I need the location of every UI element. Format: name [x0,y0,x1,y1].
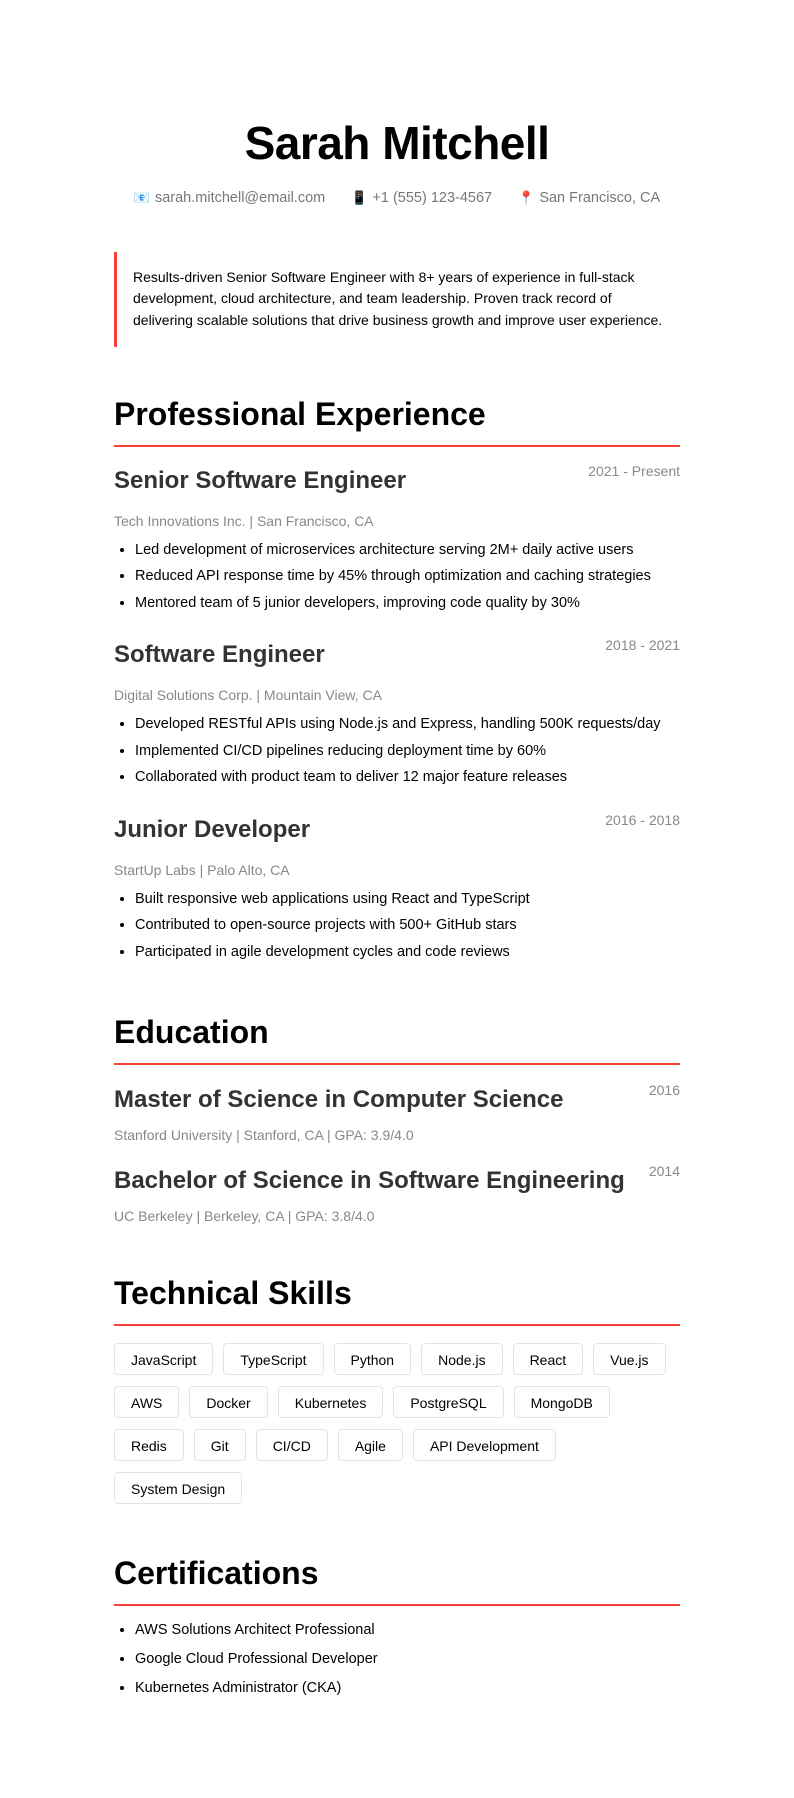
contact-phone [351,188,492,208]
bullet-item: • Contributed to open-source projects with 500+ GitHub stars [135,912,680,939]
contact-location [518,188,660,208]
skill-tag: PostgreSQL [393,1386,503,1418]
phone-icon: 📱 [351,190,368,205]
job-bullets [114,886,680,966]
phone-text: +1 (555) 123-4567 [372,190,493,206]
bullet-item: • Led development of microservices architecture serving 2M+ daily active users [135,537,680,564]
graduation-year: 2014 [648,1163,680,1180]
job-company: StartUp Labs | Palo Alto, CA [114,861,290,878]
skill-tag: CI/CD [256,1429,328,1461]
job-entry [114,462,680,617]
skills-list [114,1343,680,1504]
email-text: sarah.mitchell@email.com [154,190,326,206]
education-list [114,1082,680,1226]
degree-title: Bachelor of Science in Software Engineering [114,1167,625,1195]
job-bullets [114,711,680,791]
certification-item: • Kubernetes Administrator (CKA) [135,1674,680,1703]
skill-tag: Kubernetes [278,1386,384,1418]
experience-heading: Professional Experience [114,395,680,447]
bullet-item: • Implemented CI/CD pipelines reducing deployment time by 60% [135,738,680,765]
education-entry [114,1082,680,1145]
skill-tag: API Development [413,1429,556,1461]
job-entry [114,637,680,791]
skill-tag: TypeScript [223,1343,323,1375]
education-entry [114,1163,680,1226]
skill-tag: Vue.js [593,1343,665,1375]
location-text: San Francisco, CA [539,190,661,206]
contact-info [114,188,680,208]
certifications-list [114,1616,680,1703]
bullet-item: • Built responsive web applications using React and TypeScript [135,886,680,913]
degree-title: Master of Science in Computer Science [114,1086,564,1114]
education-heading: Education [114,1013,680,1065]
bullet-item: • Collaborated with product team to deliver 12 major feature releases [135,764,680,791]
skill-tag: Git [194,1429,246,1461]
bullet-item: • Reduced API response time by 45% through optimization and caching strategies [135,563,680,590]
job-bullets [114,537,680,617]
school-details: UC Berkeley | Berkeley, CA | GPA: 3.8/4.0 [114,1208,375,1225]
school-details: Stanford University | Stanford, CA | GPA: 3.9/4.0 [114,1127,414,1144]
job-title: Senior Software Engineer [114,466,407,494]
skill-tag: JavaScript [114,1343,213,1375]
job-title: Software Engineer [114,641,325,669]
contact-email [134,188,325,208]
summary: Results-driven Senior Software Engineer with 8+ years of experience in full-stack development, cloud architecture, and team leadership. Proven track record of delivering scalable solutions that drive business growth and improve user experience. [114,252,680,347]
certifications-heading: Certifications [114,1554,680,1606]
job-company: Tech Innovations Inc. | San Francisco, CA [114,512,374,529]
job-dates: 2021 - Present [588,462,680,479]
skill-tag: Node.js [421,1343,502,1375]
skill-tag: System Design [114,1472,242,1504]
experience-list [114,462,680,966]
email-icon: 📧 [133,190,150,205]
location-pin-icon: 📍 [518,190,535,205]
skill-tag: React [513,1343,584,1375]
skills-heading: Technical Skills [114,1274,680,1326]
skill-tag: AWS [114,1386,179,1418]
candidate-name: Sarah Mitchell [244,117,550,169]
resume [114,0,680,1703]
job-dates: 2016 - 2018 [605,811,680,828]
graduation-year: 2016 [648,1082,680,1099]
bullet-item: • Developed RESTful APIs using Node.js and Express, handling 500K requests/day [135,711,680,738]
job-dates: 2018 - 2021 [605,637,680,654]
certification-item: • AWS Solutions Architect Professional [135,1616,680,1645]
bullet-item: • Mentored team of 5 junior developers, improving code quality by 30% [135,590,680,617]
skill-tag: Python [334,1343,412,1375]
job-entry [114,811,680,966]
job-company: Digital Solutions Corp. | Mountain View, CA [114,687,382,704]
skill-tag: Agile [338,1429,403,1461]
skill-tag: MongoDB [514,1386,610,1418]
certification-item: • Google Cloud Professional Developer [135,1645,680,1674]
skill-tag: Redis [114,1429,184,1461]
job-title: Junior Developer [114,815,311,843]
bullet-item: • Participated in agile development cycles and code reviews [135,939,680,966]
skill-tag: Docker [189,1386,267,1418]
